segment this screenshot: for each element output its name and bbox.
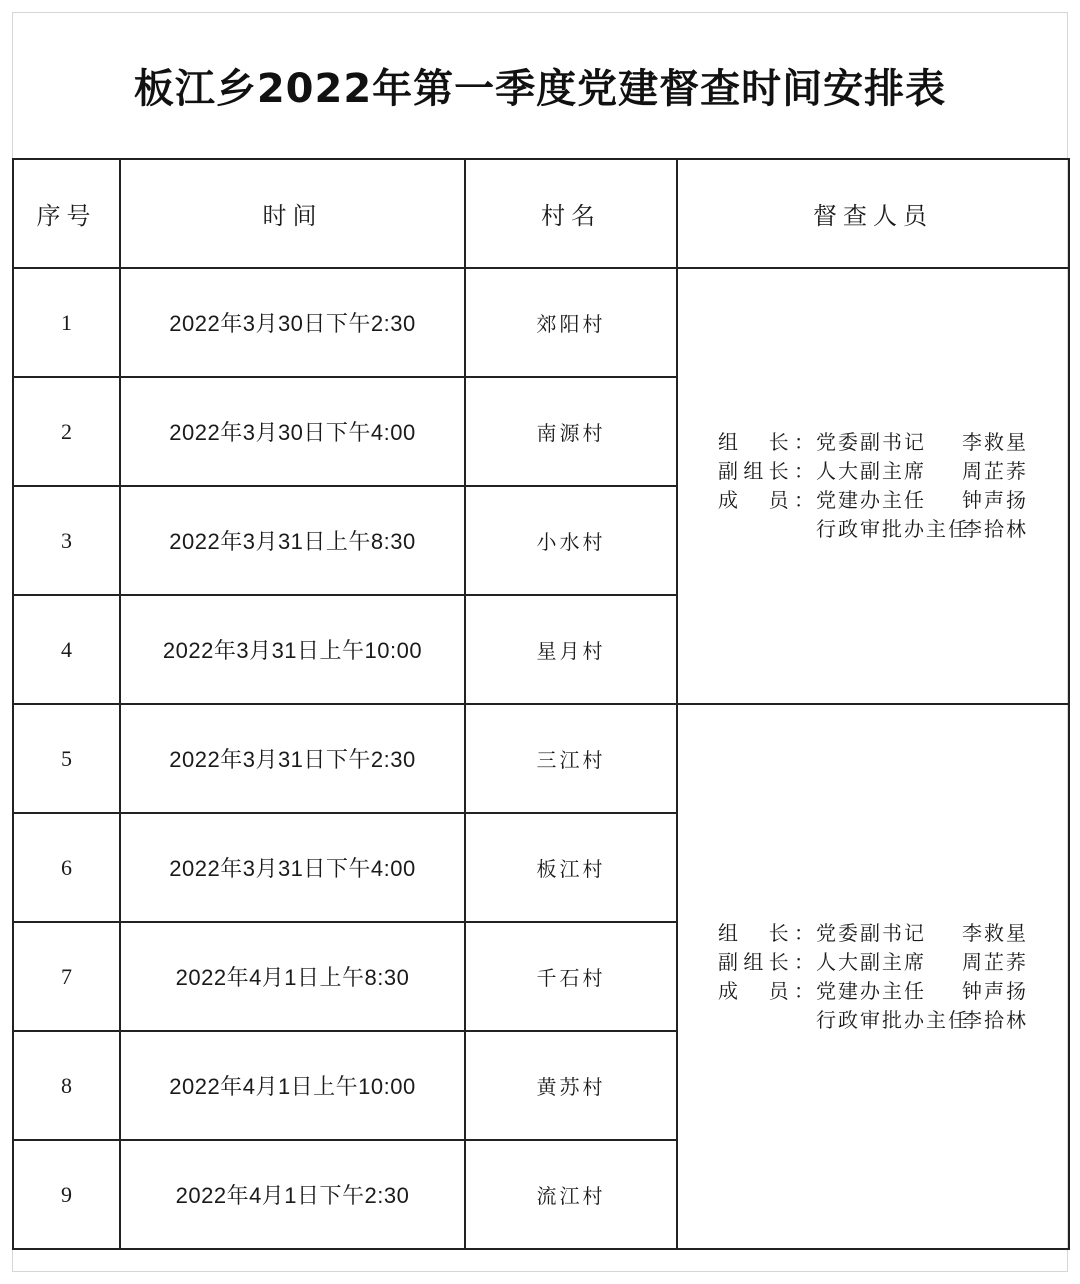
staff-line (718, 486, 1028, 515)
staff-role: 组 长： (718, 430, 816, 454)
staff-name: 钟声扬 (962, 978, 1028, 1003)
time-cell: 2022年4月1日上午8:30 (120, 922, 465, 1031)
village-cell: 板江村 (465, 813, 677, 922)
staff-post: 人大副主席 (816, 459, 926, 483)
time-cell: 2022年3月31日上午8:30 (120, 486, 465, 595)
schedule-table (12, 158, 1070, 1250)
time-cell: 2022年3月31日下午2:30 (120, 704, 465, 813)
time-cell: 2022年4月1日下午2:30 (120, 1140, 465, 1249)
staff-role: 副组长： (718, 459, 816, 483)
seq-cell: 2 (13, 377, 120, 486)
table-row (13, 268, 1069, 377)
village-cell: 郊阳村 (465, 268, 677, 377)
header-seq: 序号 (13, 159, 120, 268)
village-cell: 流江村 (465, 1140, 677, 1249)
staff-cell-group-2 (677, 704, 1069, 1249)
staff-name: 钟声扬 (962, 488, 1028, 512)
staff-post: 党委副书记 (816, 430, 926, 454)
village-cell: 三江村 (465, 704, 677, 813)
staff-line (718, 919, 1028, 948)
village-cell: 星月村 (465, 595, 677, 704)
staff-line (718, 515, 1028, 544)
header-row (13, 159, 1069, 268)
time-cell: 2022年3月31日上午10:00 (120, 595, 465, 704)
staff-line (718, 457, 1028, 486)
village-cell: 小水村 (465, 486, 677, 595)
staff-role: 成 员： (718, 978, 816, 1003)
time-cell: 2022年3月30日下午2:30 (120, 268, 465, 377)
staff-line (718, 948, 1028, 977)
staff-role: 副组长： (718, 949, 816, 974)
page-title: 板江乡2022年第一季度党建督查时间安排表 (133, 65, 947, 112)
header-time: 时间 (120, 159, 465, 268)
staff-post: 行政审批办主任 (816, 1007, 970, 1032)
staff-name: 李救星 (962, 430, 1028, 454)
staff-name: 周芷荞 (962, 459, 1028, 483)
time-cell: 2022年4月1日上午10:00 (120, 1031, 465, 1140)
staff-name: 李拾林 (962, 517, 1028, 541)
staff-name: 李拾林 (962, 1007, 1028, 1032)
seq-cell: 6 (13, 813, 120, 922)
staff-post: 党建办主任 (816, 488, 926, 512)
seq-cell: 5 (13, 704, 120, 813)
staff-name: 周芷荞 (962, 949, 1028, 974)
staff-post: 行政审批办主任 (816, 517, 970, 541)
header-village: 村名 (465, 159, 677, 268)
seq-cell: 8 (13, 1031, 120, 1140)
seq-cell: 1 (13, 268, 120, 377)
seq-cell: 4 (13, 595, 120, 704)
table-row (13, 704, 1069, 813)
staff-name: 李救星 (962, 920, 1028, 945)
staff-cell-group-1 (677, 268, 1069, 704)
staff-role: 成 员： (718, 488, 816, 512)
header-staff: 督查人员 (677, 159, 1069, 268)
staff-post: 党委副书记 (816, 920, 926, 945)
seq-cell: 9 (13, 1140, 120, 1249)
staff-post: 人大副主席 (816, 949, 926, 974)
village-cell: 千石村 (465, 922, 677, 1031)
staff-role: 组 长： (718, 920, 816, 945)
village-cell: 南源村 (465, 377, 677, 486)
staff-list (718, 428, 1028, 544)
time-cell: 2022年3月30日下午4:00 (120, 377, 465, 486)
staff-line (718, 1006, 1028, 1035)
staff-list (718, 919, 1028, 1035)
time-cell: 2022年3月31日下午4:00 (120, 813, 465, 922)
staff-line (718, 428, 1028, 457)
staff-post: 党建办主任 (816, 978, 926, 1003)
village-cell: 黄苏村 (465, 1031, 677, 1140)
seq-cell: 3 (13, 486, 120, 595)
seq-cell: 7 (13, 922, 120, 1031)
staff-line (718, 977, 1028, 1006)
